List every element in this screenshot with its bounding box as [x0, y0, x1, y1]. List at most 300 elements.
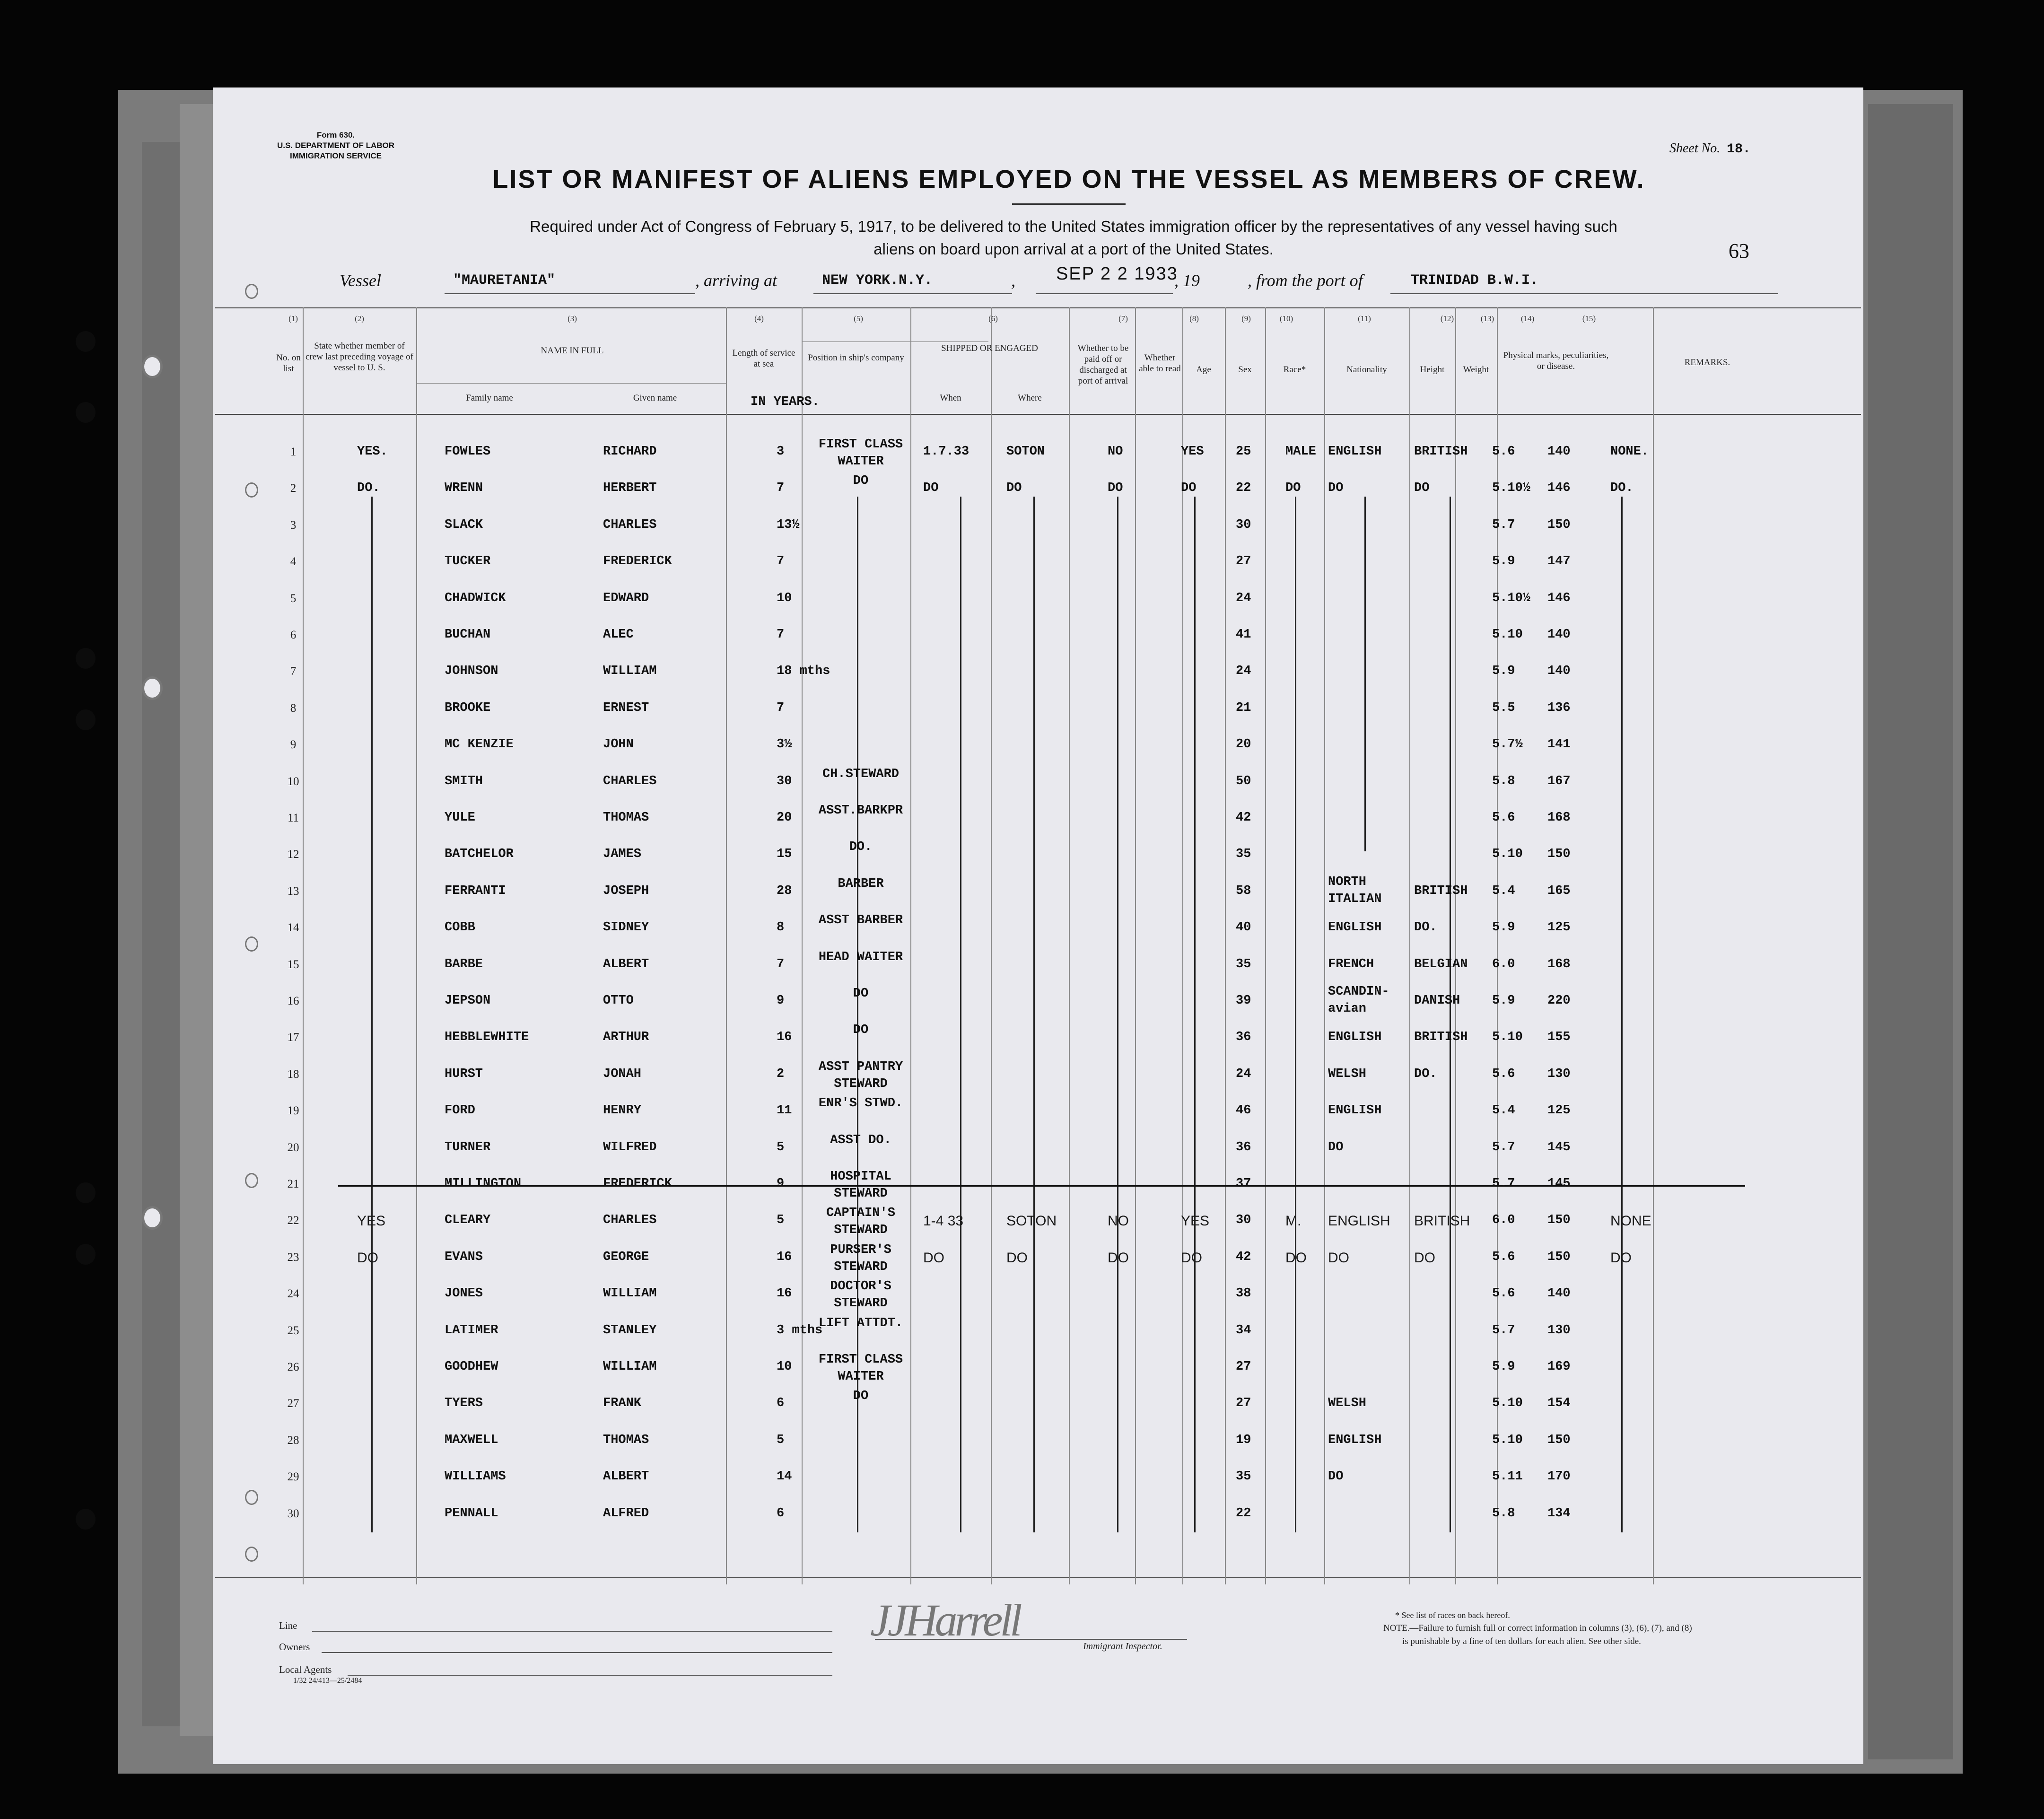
- table-bottom-rule: [215, 1577, 1861, 1578]
- signature-rule: [875, 1639, 1187, 1640]
- cell-age: 22: [1236, 481, 1251, 496]
- row-number: 9: [290, 738, 297, 752]
- cell-position: ASST.BARKPR: [818, 804, 903, 818]
- cell-nat: BRITISH: [1414, 1213, 1470, 1229]
- cell-family: TURNER: [445, 1140, 491, 1154]
- cell-race: ENGLISH: [1328, 1103, 1382, 1118]
- cell-age: 27: [1236, 1396, 1251, 1411]
- header-physical-marks: Physical marks, peculiarities, or disease.: [1503, 350, 1609, 371]
- cell-family: HURST: [445, 1067, 483, 1081]
- cell-weight: 140: [1547, 628, 1571, 642]
- cell-age: 20: [1236, 737, 1251, 752]
- cell-family: TUCKER: [445, 554, 491, 569]
- cell-given: WILLIAM: [603, 1286, 657, 1301]
- cell-height: 5.9: [1492, 554, 1515, 569]
- table-top-rule: [215, 307, 1861, 308]
- cell-prev: DO.: [357, 481, 380, 496]
- cell-given: FRANK: [603, 1396, 642, 1411]
- cell-race: ENGLISH: [1328, 1213, 1390, 1229]
- cell-sex: DO: [1285, 481, 1301, 496]
- arriving-label: , arriving at: [695, 271, 777, 290]
- cell-weight: 169: [1547, 1360, 1571, 1374]
- cell-service: 3½: [777, 737, 792, 752]
- header-when: When: [940, 393, 961, 403]
- cell-height: 5.10½: [1492, 591, 1531, 605]
- col-num-10: (10): [1279, 314, 1293, 323]
- subtitle-line-1: Required under Act of Congress of February 5, 1917, to be delivered to the United States immigration officer by the representatives of any vessel having such: [530, 218, 1617, 235]
- cell-position: BARBER: [838, 876, 884, 891]
- row-number: 25: [287, 1324, 299, 1337]
- col-divider: [303, 307, 304, 1584]
- cell-age: 35: [1236, 847, 1251, 862]
- cell-paid: DO: [1108, 481, 1123, 496]
- col-divider: [726, 307, 727, 1584]
- cell-weight: 168: [1547, 811, 1571, 825]
- ditto-line-read: [1194, 497, 1196, 1532]
- cell-family: EVANS: [445, 1250, 483, 1264]
- cell-nat: DO.: [1414, 1067, 1437, 1081]
- cell-height: 5.6: [1492, 811, 1515, 825]
- cell-prev: YES: [357, 1213, 386, 1229]
- cell-position: FIRST CLASS WAITER: [818, 437, 903, 469]
- cell-family: SMITH: [445, 774, 483, 788]
- col-divider: [1225, 307, 1226, 1584]
- cell-service: 9: [777, 1177, 785, 1191]
- department-name: U.S. DEPARTMENT OF LABOR: [277, 141, 395, 150]
- cell-race: DO: [1328, 1469, 1344, 1484]
- cell-height: 5.9: [1492, 994, 1515, 1008]
- cell-position: LIFT ATTDT.: [818, 1316, 903, 1330]
- cell-service: 6: [777, 1506, 785, 1521]
- col-num-2: (2): [355, 314, 364, 323]
- binder-hole: [76, 402, 96, 423]
- cell-race: SCANDIN- avian: [1328, 985, 1389, 1016]
- header-family-name: Family name: [466, 393, 513, 403]
- col-divider: [1069, 307, 1070, 1584]
- cell-age: 30: [1236, 1213, 1251, 1228]
- cell-marks: NONE.: [1610, 445, 1649, 459]
- col-num-14: (14): [1520, 314, 1535, 323]
- cell-service: 2: [777, 1067, 785, 1081]
- cell-age: 38: [1236, 1286, 1251, 1301]
- col-divider: [1135, 307, 1136, 1584]
- cell-sex: M.: [1285, 1213, 1302, 1229]
- row-number: 22: [287, 1214, 299, 1227]
- cell-position: ASST BARBER: [818, 913, 903, 928]
- cell-service: 8: [777, 920, 785, 935]
- arrival-port: NEW YORK.N.Y.: [822, 272, 933, 289]
- cell-family: FERRANTI: [445, 883, 506, 898]
- cell-read: DO: [1181, 481, 1197, 496]
- cell-position: FIRST CLASS WAITER: [818, 1353, 903, 1384]
- cell-family: CHADWICK: [445, 591, 506, 605]
- cell-service: 5: [777, 1140, 785, 1154]
- cell-nat: DANISH: [1414, 994, 1460, 1008]
- cell-age: 24: [1236, 1067, 1251, 1081]
- immigrant-inspector-label: Immigrant Inspector.: [1083, 1641, 1162, 1652]
- header-weight: Weight: [1463, 365, 1489, 375]
- cell-service: 10: [777, 591, 792, 605]
- owners-label: Owners: [279, 1641, 310, 1653]
- cell-position: CH.STEWARD: [822, 767, 900, 781]
- cell-given: CHARLES: [603, 1213, 657, 1228]
- cell-height: 5.4: [1492, 1103, 1515, 1118]
- ditto-line-nationality: [1450, 497, 1451, 1532]
- cell-age: 35: [1236, 957, 1251, 971]
- cell-service: 20: [777, 811, 792, 825]
- cell-age: 36: [1236, 1140, 1251, 1154]
- header-sex: Sex: [1238, 365, 1252, 375]
- cell-weight: 140: [1547, 445, 1571, 459]
- cell-weight: 146: [1547, 481, 1571, 496]
- local-agents-label: Local Agents: [279, 1664, 332, 1675]
- cell-family: JOHNSON: [445, 664, 498, 679]
- cell-given: ALBERT: [603, 957, 649, 971]
- binder-hole: [76, 331, 96, 352]
- row-number: 1: [290, 446, 297, 458]
- sheet-value: 18.: [1727, 142, 1751, 157]
- row-number: 24: [287, 1287, 299, 1301]
- cell-height: 6.0: [1492, 957, 1515, 971]
- cell-service: 7: [777, 554, 785, 569]
- ditto-line-sex: [1295, 497, 1296, 1532]
- cell-age: 27: [1236, 554, 1251, 569]
- cell-race: NORTH ITALIAN: [1328, 875, 1382, 906]
- ditto-line-physical: [1621, 497, 1623, 1532]
- cell-weight: 130: [1547, 1067, 1571, 1081]
- cell-family: FOWLES: [445, 445, 491, 459]
- col-divider: [1324, 307, 1325, 1584]
- cell-age: 21: [1236, 700, 1251, 715]
- cell-service: 3: [777, 445, 785, 459]
- cell-race: FRENCH: [1328, 957, 1374, 971]
- cell-weight: 150: [1547, 1250, 1571, 1264]
- cell-given: ALEC: [603, 628, 634, 642]
- comma: ,: [1011, 271, 1015, 290]
- shipped-subrule: [802, 341, 988, 342]
- row-number: 21: [287, 1178, 299, 1190]
- row-number: 12: [287, 848, 299, 861]
- binder-hole: [76, 648, 96, 669]
- cell-service: 14: [777, 1469, 792, 1484]
- row-number: 6: [290, 629, 297, 641]
- backing-sheet-edge: [1868, 104, 1953, 1759]
- crew-table: [215, 307, 1861, 1584]
- cell-when: DO: [923, 1250, 944, 1266]
- vessel-name: "MAURETANIA": [453, 272, 556, 289]
- cell-service: 7: [777, 628, 785, 642]
- cell-given: RICHARD: [603, 445, 657, 459]
- cell-weight: 140: [1547, 1286, 1571, 1301]
- cell-family: YULE: [445, 811, 475, 825]
- row-number: 2: [290, 482, 297, 495]
- cell-position: DO: [853, 987, 869, 1001]
- cell-height: 5.5: [1492, 700, 1515, 715]
- cell-paid: NO: [1108, 445, 1123, 459]
- header-paid-off: Whether to be paid off or discharged at port of arrival: [1077, 343, 1129, 386]
- cell-family: FORD: [445, 1103, 475, 1118]
- cell-position: HOSPITAL STEWARD: [830, 1170, 891, 1201]
- sheet-label: Sheet No.: [1669, 141, 1721, 156]
- cell-where: SOTON: [1006, 1213, 1057, 1229]
- cell-prev: YES.: [357, 445, 388, 459]
- cell-service: 6: [777, 1396, 785, 1411]
- cell-family: SLACK: [445, 517, 483, 532]
- cell-service: 7: [777, 957, 785, 971]
- row-number: 30: [287, 1507, 299, 1520]
- cell-race: ENGLISH: [1328, 920, 1382, 935]
- cell-given: THOMAS: [603, 1433, 649, 1447]
- col-divider: [1653, 307, 1654, 1584]
- row-21-strike-line: [338, 1185, 1745, 1187]
- cell-family: BROOKE: [445, 700, 491, 715]
- print-code: 1/32 24/413—25/2484: [293, 1677, 362, 1685]
- cell-height: 5.7: [1492, 1177, 1515, 1191]
- departure-port: TRINIDAD B.W.I.: [1411, 272, 1539, 289]
- header-no-on-list: No. on list: [276, 353, 301, 374]
- cell-family: BARBE: [445, 957, 483, 971]
- cell-weight: 140: [1547, 664, 1571, 679]
- cell-height: 5.9: [1492, 920, 1515, 935]
- cell-position: ENR'S STWD.: [818, 1096, 903, 1111]
- cell-read: DO: [1181, 1250, 1202, 1266]
- year-label: , 19: [1174, 271, 1200, 290]
- cell-weight: 145: [1547, 1140, 1571, 1154]
- cell-family: PENNALL: [445, 1506, 498, 1521]
- cell-age: 19: [1236, 1433, 1251, 1447]
- cell-given: STANLEY: [603, 1323, 657, 1338]
- port-rule: [813, 293, 1012, 294]
- cell-position: DO: [853, 474, 869, 489]
- col-num-5: (5): [854, 314, 863, 323]
- cell-read: YES: [1181, 445, 1204, 459]
- cell-family: MC KENZIE: [445, 737, 514, 752]
- cell-given: CHARLES: [603, 774, 657, 788]
- binder-hole: [76, 1509, 96, 1530]
- cell-family: COBB: [445, 920, 475, 935]
- cell-service: 16: [777, 1286, 792, 1301]
- col-num-9: (9): [1241, 314, 1251, 323]
- cell-service: 7: [777, 700, 785, 715]
- cell-age: 36: [1236, 1030, 1251, 1045]
- header-in-years: IN YEARS.: [751, 395, 820, 409]
- binder-hole: [76, 1244, 96, 1265]
- cell-race: ENGLISH: [1328, 445, 1382, 459]
- cell-given: OTTO: [603, 994, 634, 1008]
- from-rule: [1390, 293, 1778, 294]
- cell-family: MILLINGTON: [445, 1177, 522, 1191]
- fine-note-line-1: NOTE.—Failure to furnish full or correct information in columns (3), (6), (7), and (8): [1383, 1623, 1692, 1633]
- cell-where: SOTON: [1006, 445, 1045, 459]
- col-divider: [1409, 307, 1410, 1584]
- cell-age: 42: [1236, 811, 1251, 825]
- inspector-signature: JJHarrell: [870, 1595, 1020, 1645]
- cell-marks: DO: [1610, 1250, 1632, 1266]
- row-number: 18: [287, 1067, 299, 1081]
- cell-marks: DO.: [1610, 481, 1633, 496]
- cell-height: 5.10: [1492, 628, 1523, 642]
- cell-race: DO: [1328, 481, 1344, 496]
- cell-given: ALBERT: [603, 1469, 649, 1484]
- col-divider: [1455, 307, 1456, 1584]
- col-divider: [1182, 307, 1183, 1584]
- row-number: 23: [287, 1251, 299, 1264]
- cell-weight: 170: [1547, 1469, 1571, 1484]
- line-rule: [312, 1631, 832, 1632]
- cell-sex: MALE: [1285, 445, 1316, 459]
- col-num-13: (13): [1480, 314, 1494, 323]
- cell-paid: NO: [1108, 1213, 1129, 1229]
- cell-service: 15: [777, 847, 792, 862]
- cell-weight: 167: [1547, 774, 1571, 788]
- title-divider: [1012, 203, 1126, 205]
- binder-hole: [76, 709, 96, 730]
- cell-weight: 136: [1547, 700, 1571, 715]
- header-length-of-service: Length of service at sea: [732, 348, 795, 369]
- punch-circle-icon: [245, 284, 258, 299]
- cell-given: EDWARD: [603, 591, 649, 605]
- cell-height: 5.6: [1492, 1250, 1515, 1264]
- cell-nat: BELGIAN: [1414, 957, 1468, 971]
- col-num-3: (3): [568, 314, 577, 323]
- cell-service: 7: [777, 481, 785, 496]
- ditto-line-prev-voyage: [371, 497, 373, 1532]
- cell-position: ASST DO.: [830, 1133, 891, 1147]
- cell-sex: DO: [1285, 1250, 1307, 1266]
- binder-ring-icon: [142, 1206, 163, 1230]
- cell-given: WILLIAM: [603, 664, 657, 679]
- cell-weight: 154: [1547, 1396, 1571, 1411]
- row-number: 16: [287, 995, 299, 1007]
- cell-height: 5.4: [1492, 883, 1515, 898]
- cell-given: ALFRED: [603, 1506, 649, 1521]
- cell-race: WELSH: [1328, 1067, 1367, 1081]
- cell-given: JAMES: [603, 847, 642, 862]
- form-number: Form 630.: [316, 131, 355, 140]
- cell-given: WILLIAM: [603, 1360, 657, 1374]
- owners-rule: [322, 1652, 832, 1653]
- cell-family: LATIMER: [445, 1323, 498, 1338]
- cell-family: HEBBLEWHITE: [445, 1030, 529, 1045]
- cell-age: 24: [1236, 664, 1251, 679]
- cell-age: 58: [1236, 883, 1251, 898]
- row-number: 14: [287, 921, 299, 935]
- cell-family: WRENN: [445, 481, 483, 496]
- cell-family: BATCHELOR: [445, 847, 514, 862]
- cell-height: 5.6: [1492, 445, 1515, 459]
- cell-family: CLEARY: [445, 1213, 491, 1228]
- cell-given: FREDERICK: [603, 554, 672, 569]
- cell-weight: 150: [1547, 1213, 1571, 1228]
- cell-service: 5: [777, 1213, 785, 1228]
- cell-height: 5.10: [1492, 847, 1523, 862]
- cell-weight: 150: [1547, 847, 1571, 862]
- cell-service: 5: [777, 1433, 785, 1447]
- cell-age: 27: [1236, 1360, 1251, 1374]
- cell-height: 6.0: [1492, 1213, 1515, 1228]
- cell-service: 28: [777, 883, 792, 898]
- cell-height: 5.10½: [1492, 481, 1531, 496]
- cell-weight: 168: [1547, 957, 1571, 971]
- cell-given: HERBERT: [603, 481, 657, 496]
- cell-weight: 145: [1547, 1177, 1571, 1191]
- header-able-to-read: Whether able to read: [1139, 353, 1181, 374]
- page-subtitle: [359, 215, 1788, 261]
- cell-weight: 134: [1547, 1506, 1571, 1521]
- row-number: 17: [287, 1031, 299, 1044]
- cell-height: 5.10: [1492, 1396, 1523, 1411]
- cell-race: ENGLISH: [1328, 1433, 1382, 1447]
- cell-position: DO: [853, 1389, 869, 1404]
- cell-height: 5.8: [1492, 774, 1515, 788]
- cell-family: JONES: [445, 1286, 483, 1301]
- row-number: 7: [290, 665, 297, 678]
- cell-weight: 150: [1547, 1433, 1571, 1447]
- date-rule: [1036, 293, 1173, 294]
- cell-race: DO: [1328, 1140, 1344, 1154]
- cell-when: 1-4 33: [923, 1213, 964, 1229]
- cell-prev: DO: [357, 1250, 378, 1266]
- header-race: Race*: [1283, 365, 1306, 375]
- cell-when: 1.7.33: [923, 445, 970, 459]
- header-height: Height: [1420, 365, 1445, 375]
- service-name: IMMIGRATION SERVICE: [290, 151, 382, 160]
- col-num-15: (15): [1582, 314, 1596, 323]
- row-number: 29: [287, 1470, 299, 1484]
- cell-race: WELSH: [1328, 1396, 1367, 1411]
- row-number: 5: [290, 592, 297, 605]
- cell-age: 42: [1236, 1250, 1251, 1264]
- col-divider: [991, 307, 992, 1584]
- col-divider: [416, 307, 417, 1584]
- cell-age: 46: [1236, 1103, 1251, 1118]
- cell-height: 5.7: [1492, 1140, 1515, 1154]
- cell-height: 5.8: [1492, 1506, 1515, 1521]
- cell-given: THOMAS: [603, 811, 649, 825]
- col-num-7: (7): [1118, 314, 1128, 323]
- cell-given: ERNEST: [603, 700, 649, 715]
- cell-given: JOHN: [603, 737, 634, 752]
- cell-given: HENRY: [603, 1103, 642, 1118]
- cell-nat: BRITISH: [1414, 1030, 1468, 1045]
- cell-given: FREDERICK: [603, 1177, 672, 1191]
- cell-position: PURSER'S STEWARD: [830, 1242, 891, 1274]
- form-issuer: [265, 130, 407, 161]
- cell-nat: BRITISH: [1414, 445, 1468, 459]
- binder-ring-icon: [142, 676, 163, 700]
- cell-age: 34: [1236, 1323, 1251, 1338]
- cell-age: 22: [1236, 1506, 1251, 1521]
- col-num-11: (11): [1358, 314, 1371, 323]
- cell-weight: 155: [1547, 1030, 1571, 1045]
- header-name-in-full: NAME IN FULL: [541, 346, 604, 356]
- cell-age: 40: [1236, 920, 1251, 935]
- header-position: Position in ship's company: [808, 353, 904, 363]
- cell-height: 5.9: [1492, 1360, 1515, 1374]
- cell-height: 5.6: [1492, 1286, 1515, 1301]
- binder-hole: [76, 1182, 96, 1203]
- cell-race: DO: [1328, 1250, 1349, 1266]
- cell-weight: 141: [1547, 737, 1571, 752]
- binder-ring-icon: [142, 355, 163, 378]
- cell-position: CAPTAIN'S STEWARD: [826, 1206, 895, 1238]
- cell-service: 3 mths: [777, 1323, 823, 1338]
- col-num-6: (6): [988, 314, 998, 323]
- cell-service: 16: [777, 1250, 792, 1264]
- name-subrule: [416, 383, 726, 384]
- fine-note-line-2: is punishable by a fine of ten dollars for each alien. See other side.: [1402, 1636, 1641, 1646]
- header-remarks: REMARKS.: [1684, 358, 1730, 367]
